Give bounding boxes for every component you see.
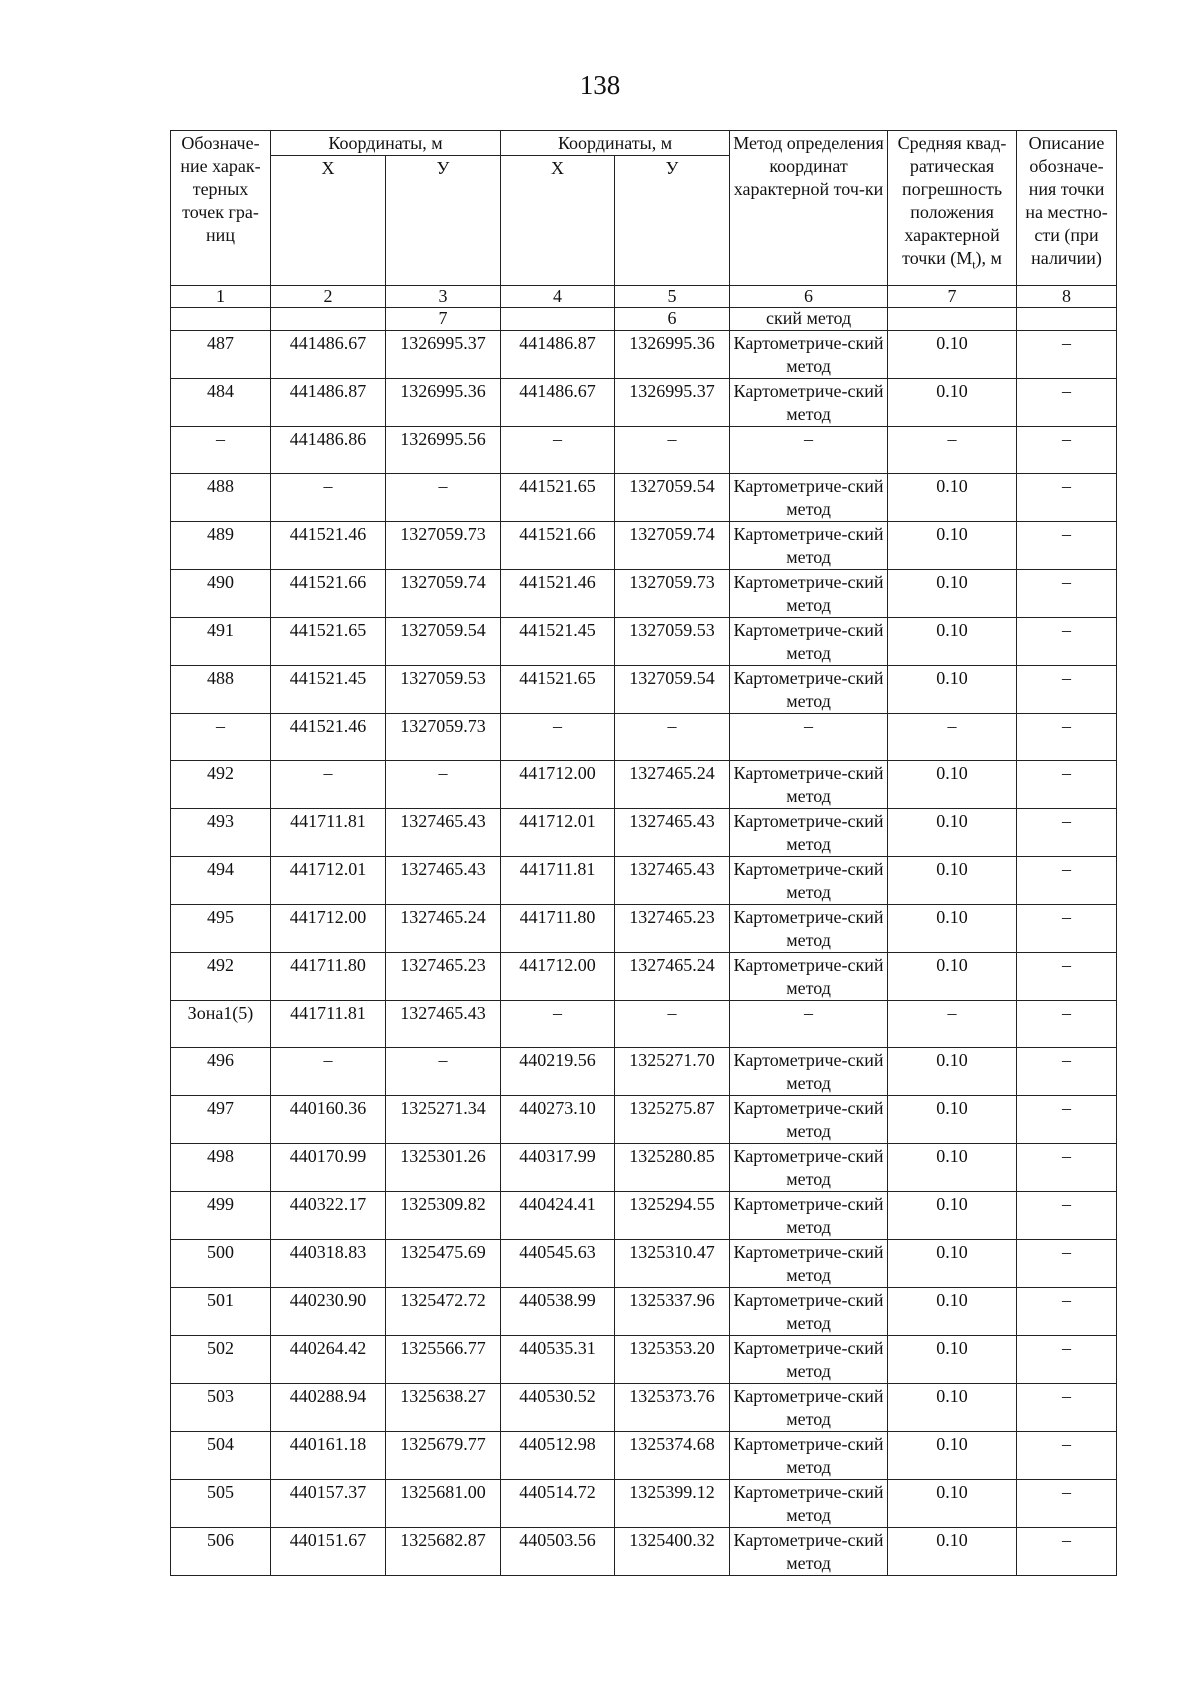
header-error-unit: ), м [975,248,1002,268]
cell-designation: 496 [171,1048,271,1096]
cell-designation: 505 [171,1480,271,1528]
cell-x-2: 441712.00 [501,953,615,1001]
table-row [171,1480,1117,1528]
cell-x-1: – [271,1048,386,1096]
cell-error: 0.10 [888,1528,1017,1576]
cell-x-2: 440219.56 [501,1048,615,1096]
cell-method: Картометриче-ский метод [730,1432,888,1480]
cell-y-1: – [386,761,501,809]
cell-method: – [730,714,888,761]
continuation-cell-description [1017,308,1117,331]
cell-x-1: 440170.99 [271,1144,386,1192]
cell-description: – [1017,1096,1117,1144]
cell-error: – [888,1001,1017,1048]
cell-y-1: 1325638.27 [386,1384,501,1432]
cell-y-2: 1327465.43 [615,809,730,857]
cell-method: Картометриче-ский метод [730,761,888,809]
column-number-row [171,286,1117,308]
cell-x-2: 441486.87 [501,331,615,379]
cell-x-2: 440530.52 [501,1384,615,1432]
cell-method: Картометриче-ский метод [730,522,888,570]
continuation-cell-y-1: 7 [386,308,501,331]
cell-designation: 497 [171,1096,271,1144]
cell-error: 0.10 [888,1432,1017,1480]
cell-description: – [1017,953,1117,1001]
cell-method: Картометриче-ский метод [730,1240,888,1288]
cell-description: – [1017,618,1117,666]
cell-method: – [730,427,888,474]
continuation-cell-x-2 [501,308,615,331]
table-row [171,1288,1117,1336]
cell-designation: – [171,714,271,761]
continuation-cell-error [888,308,1017,331]
cell-error: 0.10 [888,1480,1017,1528]
cell-error: – [888,714,1017,761]
cell-description: – [1017,1480,1117,1528]
cell-method: Картометриче-ский метод [730,1048,888,1096]
cell-method: Картометриче-ский метод [730,1336,888,1384]
table-row [171,809,1117,857]
cell-x-2: 440545.63 [501,1240,615,1288]
cell-x-2: 440538.99 [501,1288,615,1336]
cell-x-1: 441486.86 [271,427,386,474]
cell-x-1: 441712.00 [271,905,386,953]
continuation-cell-y-2: 6 [615,308,730,331]
cell-error: 0.10 [888,761,1017,809]
cell-y-1: 1326995.56 [386,427,501,474]
cell-x-2: – [501,1001,615,1048]
cell-description: – [1017,1384,1117,1432]
cell-error: 0.10 [888,666,1017,714]
cell-x-2: 441486.67 [501,379,615,427]
cell-y-1: 1325472.72 [386,1288,501,1336]
table-row [171,666,1117,714]
continuation-cell-designation [171,308,271,331]
cell-description: – [1017,1240,1117,1288]
cell-x-1: 441521.45 [271,666,386,714]
table-row [171,857,1117,905]
column-number-cell: 6 [730,286,888,308]
table-row [171,1192,1117,1240]
table-row [171,1240,1117,1288]
cell-y-2: – [615,427,730,474]
cell-y-2: 1327465.24 [615,761,730,809]
cell-x-2: 441521.46 [501,570,615,618]
cell-x-2: 441521.65 [501,474,615,522]
cell-y-2: 1327059.54 [615,666,730,714]
cell-designation: 502 [171,1336,271,1384]
cell-error: 0.10 [888,1336,1017,1384]
page-number: 138 [579,70,621,100]
header-method: Метод определения координат характерной точ-ки [730,131,888,286]
cell-designation: 493 [171,809,271,857]
table-row [171,570,1117,618]
cell-error: 0.10 [888,857,1017,905]
cell-error: 0.10 [888,522,1017,570]
table-row [171,1528,1117,1576]
cell-y-1: – [386,1048,501,1096]
cell-y-2: 1325374.68 [615,1432,730,1480]
cell-y-1: – [386,474,501,522]
cell-x-1: 440318.83 [271,1240,386,1288]
cell-x-2: 440512.98 [501,1432,615,1480]
cell-method: Картометриче-ский метод [730,953,888,1001]
cell-y-1: 1327059.53 [386,666,501,714]
cell-designation: 490 [171,570,271,618]
cell-designation: 484 [171,379,271,427]
cell-y-2: – [615,1001,730,1048]
cell-y-2: 1327059.53 [615,618,730,666]
cell-description: – [1017,331,1117,379]
table-row [171,522,1117,570]
cell-designation: 503 [171,1384,271,1432]
cell-designation: 498 [171,1144,271,1192]
cell-y-2: 1327465.43 [615,857,730,905]
cell-description: – [1017,427,1117,474]
cell-x-1: 441521.65 [271,618,386,666]
table-header [171,131,1117,286]
cell-error: 0.10 [888,1288,1017,1336]
table-row [171,331,1117,379]
header-y-2: У [615,156,730,286]
cell-error: 0.10 [888,1096,1017,1144]
cell-description: – [1017,1336,1117,1384]
cell-x-2: 441711.80 [501,905,615,953]
cell-y-2: 1325373.76 [615,1384,730,1432]
cell-method: – [730,1001,888,1048]
cell-x-1: 441521.46 [271,522,386,570]
cell-description: – [1017,905,1117,953]
cell-y-1: 1326995.37 [386,331,501,379]
table-row [171,1432,1117,1480]
cell-y-2: 1325353.20 [615,1336,730,1384]
cell-x-2: 441521.65 [501,666,615,714]
cell-error: 0.10 [888,1144,1017,1192]
cell-x-1: 441521.66 [271,570,386,618]
cell-y-2: 1325271.70 [615,1048,730,1096]
cell-description: – [1017,1432,1117,1480]
cell-y-1: 1325475.69 [386,1240,501,1288]
cell-description: – [1017,1288,1117,1336]
cell-description: – [1017,1192,1117,1240]
cell-description: – [1017,522,1117,570]
cell-error: 0.10 [888,905,1017,953]
cell-y-1: 1326995.36 [386,379,501,427]
cell-x-2: 440514.72 [501,1480,615,1528]
cell-x-2: – [501,427,615,474]
cell-y-1: 1325301.26 [386,1144,501,1192]
cell-y-2: 1325399.12 [615,1480,730,1528]
column-number-cell: 8 [1017,286,1117,308]
cell-method: Картометриче-ский метод [730,809,888,857]
cell-x-1: 441712.01 [271,857,386,905]
cell-y-1: 1325309.82 [386,1192,501,1240]
cell-designation: 492 [171,953,271,1001]
cell-error: 0.10 [888,474,1017,522]
cell-designation: 500 [171,1240,271,1288]
cell-description: – [1017,714,1117,761]
table-row [171,953,1117,1001]
header-error-text: Средняя квад-ратическая погрешность положения характерной точки (M [897,133,1007,268]
cell-method: Картометриче-ский метод [730,570,888,618]
cell-x-2: 440503.56 [501,1528,615,1576]
cell-designation: 499 [171,1192,271,1240]
cell-designation: 501 [171,1288,271,1336]
cell-method: Картометриче-ский метод [730,379,888,427]
cell-x-2: 440535.31 [501,1336,615,1384]
cell-description: – [1017,1048,1117,1096]
table-row [171,1336,1117,1384]
cell-x-1: 441711.81 [271,1001,386,1048]
column-number-cell: 1 [171,286,271,308]
cell-y-2: 1325275.87 [615,1096,730,1144]
cell-y-2: 1326995.36 [615,331,730,379]
cell-error: 0.10 [888,1048,1017,1096]
cell-x-1: 440161.18 [271,1432,386,1480]
table-row [171,1048,1117,1096]
cell-designation: 487 [171,331,271,379]
table-row [171,761,1117,809]
cell-x-2: 441521.45 [501,618,615,666]
cell-y-2: 1325294.55 [615,1192,730,1240]
cell-y-2: 1327465.23 [615,905,730,953]
cell-error: 0.10 [888,1240,1017,1288]
cell-y-2: 1325337.96 [615,1288,730,1336]
cell-method: Картометриче-ский метод [730,1144,888,1192]
table-row [171,427,1117,474]
cell-y-2: 1326995.37 [615,379,730,427]
cell-x-2: 441712.00 [501,761,615,809]
cell-y-1: 1325566.77 [386,1336,501,1384]
column-number-cell: 7 [888,286,1017,308]
table-row [171,1144,1117,1192]
cell-designation: – [171,427,271,474]
cell-method: Картометриче-ский метод [730,1480,888,1528]
cell-x-1: 440160.36 [271,1096,386,1144]
table-row [171,1001,1117,1048]
header-coords-group-2: Координаты, м [501,131,730,156]
cell-description: – [1017,666,1117,714]
cell-y-2: 1325280.85 [615,1144,730,1192]
cell-method: Картометриче-ский метод [730,1384,888,1432]
cell-x-2: 440424.41 [501,1192,615,1240]
cell-error: 0.10 [888,331,1017,379]
header-x-2: X [501,156,615,286]
cell-method: Картометриче-ский метод [730,857,888,905]
table-row [171,379,1117,427]
cell-description: – [1017,1528,1117,1576]
cell-designation: 488 [171,666,271,714]
header-error-subscript: t [972,257,976,272]
cell-designation: 489 [171,522,271,570]
header-y-1: У [386,156,501,286]
cell-x-1: 440157.37 [271,1480,386,1528]
cell-y-2: 1327059.54 [615,474,730,522]
cell-x-2: 440273.10 [501,1096,615,1144]
cell-x-2: 441712.01 [501,809,615,857]
cell-y-1: 1325681.00 [386,1480,501,1528]
cell-y-1: 1327059.73 [386,522,501,570]
cell-x-1: 440264.42 [271,1336,386,1384]
table-row [171,714,1117,761]
cell-x-1: 440322.17 [271,1192,386,1240]
cell-x-1: 440230.90 [271,1288,386,1336]
cell-method: Картометриче-ский метод [730,666,888,714]
cell-y-1: 1325271.34 [386,1096,501,1144]
cell-error: 0.10 [888,1192,1017,1240]
cell-x-1: 441486.87 [271,379,386,427]
header-description: Описание обозначе-ния точки на местно-сти (при наличии) [1017,131,1117,286]
cell-x-1: 441486.67 [271,331,386,379]
cell-x-1: – [271,761,386,809]
cell-y-1: 1325679.77 [386,1432,501,1480]
table-row [171,618,1117,666]
table-row [171,1096,1117,1144]
cell-x-1: – [271,474,386,522]
cell-y-1: 1325682.87 [386,1528,501,1576]
cell-description: – [1017,1144,1117,1192]
header-x-1: X [271,156,386,286]
cell-designation: 506 [171,1528,271,1576]
cell-error: 0.10 [888,618,1017,666]
cell-description: – [1017,1001,1117,1048]
cell-y-1: 1327059.74 [386,570,501,618]
table-row [171,905,1117,953]
cell-x-2: – [501,714,615,761]
continuation-row [171,308,1117,331]
cell-method: Картометриче-ский метод [730,1288,888,1336]
cell-designation: 494 [171,857,271,905]
cell-error: 0.10 [888,1384,1017,1432]
cell-description: – [1017,809,1117,857]
continuation-cell-x-1 [271,308,386,331]
cell-y-2: 1325310.47 [615,1240,730,1288]
cell-method: Картометриче-ский метод [730,474,888,522]
cell-y-2: 1327059.73 [615,570,730,618]
cell-designation: 504 [171,1432,271,1480]
cell-error: 0.10 [888,809,1017,857]
cell-method: Картометриче-ский метод [730,1096,888,1144]
cell-x-2: 440317.99 [501,1144,615,1192]
cell-x-1: 441711.80 [271,953,386,1001]
column-number-cell: 2 [271,286,386,308]
cell-error: – [888,427,1017,474]
cell-method: Картометриче-ский метод [730,1192,888,1240]
cell-y-2: 1325400.32 [615,1528,730,1576]
column-number-cell: 3 [386,286,501,308]
column-number-cell: 4 [501,286,615,308]
cell-method: Картометриче-ский метод [730,905,888,953]
cell-x-1: 440288.94 [271,1384,386,1432]
cell-designation: 488 [171,474,271,522]
cell-y-1: 1327465.23 [386,953,501,1001]
cell-y-1: 1327465.43 [386,1001,501,1048]
cell-x-1: 441711.81 [271,809,386,857]
header-coords-group-1: Координаты, м [271,131,501,156]
cell-designation: 495 [171,905,271,953]
table-row [171,1384,1117,1432]
cell-x-1: 441521.46 [271,714,386,761]
cell-y-1: 1327465.24 [386,905,501,953]
column-number-cell: 5 [615,286,730,308]
cell-designation: 491 [171,618,271,666]
cell-x-1: 440151.67 [271,1528,386,1576]
header-error [888,131,1017,286]
cell-method: Картометриче-ский метод [730,1528,888,1576]
cell-method: Картометриче-ский метод [730,618,888,666]
cell-description: – [1017,474,1117,522]
cell-x-2: 441521.66 [501,522,615,570]
cell-error: 0.10 [888,379,1017,427]
cell-description: – [1017,570,1117,618]
cell-y-2: 1327465.24 [615,953,730,1001]
cell-method: Картометриче-ский метод [730,331,888,379]
table-row [171,474,1117,522]
cell-error: 0.10 [888,570,1017,618]
cell-y-2: – [615,714,730,761]
cell-designation: Зона1(5) [171,1001,271,1048]
cell-y-1: 1327465.43 [386,857,501,905]
continuation-cell-method: ский метод [730,308,888,331]
cell-description: – [1017,857,1117,905]
cell-designation: 492 [171,761,271,809]
cell-y-1: 1327465.43 [386,809,501,857]
cell-y-1: 1327059.54 [386,618,501,666]
cell-description: – [1017,761,1117,809]
cell-y-2: 1327059.74 [615,522,730,570]
cell-y-1: 1327059.73 [386,714,501,761]
table-body [171,286,1117,1576]
cell-description: – [1017,379,1117,427]
cell-error: 0.10 [888,953,1017,1001]
cell-x-2: 441711.81 [501,857,615,905]
coordinates-table [170,130,1117,1576]
header-designation: Обозначе-ние харак-терных точек гра-ниц [171,131,271,286]
